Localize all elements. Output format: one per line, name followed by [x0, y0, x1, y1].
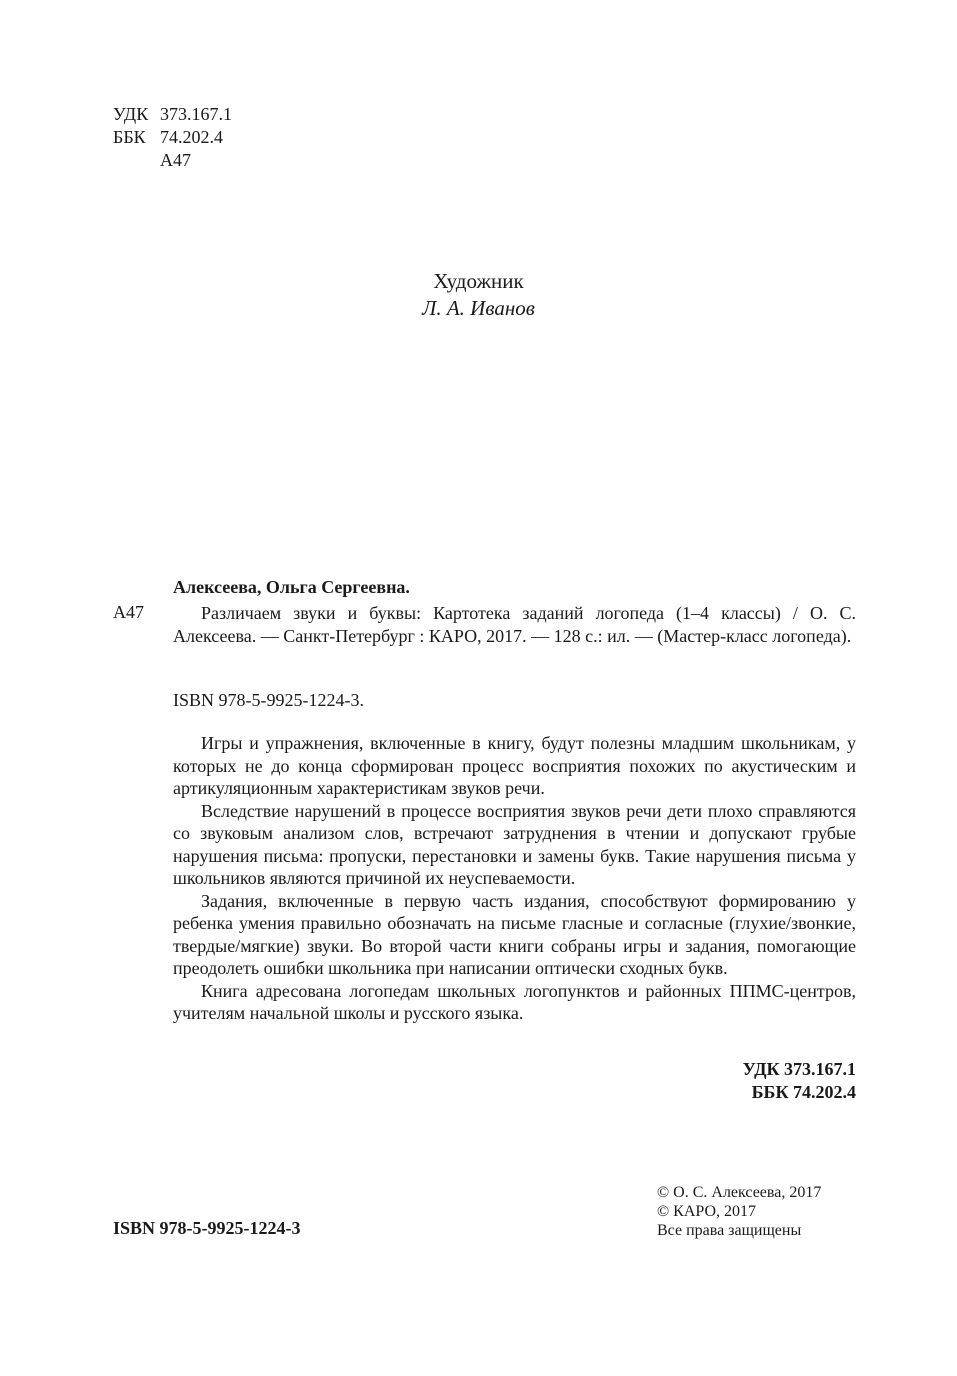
artist-name: Л. А. Иванов	[422, 296, 535, 320]
record-author: Алексеева, Ольга Сергеевна.	[173, 577, 410, 597]
rights-reserved: Все права защищены	[657, 1222, 802, 1239]
copyright-block	[657, 1183, 821, 1240]
abstract-paragraph: Книга адресована логопедам школьных логопунктов и районных ППМС-центров, учителям начальной школы и русского языка.	[173, 980, 856, 1023]
classification-block	[743, 1058, 856, 1104]
abstract-paragraph: Игры и упражнения, включенные в книгу, будут полезны младшим школьникам, у которых не до конца сформирован процесс восприятия похожих по акустическим и артикуляционным характеристикам звуков речи.	[173, 733, 856, 798]
copyright-author: © О. С. Алексеева, 2017	[657, 1184, 822, 1201]
bbk-value: 74.202.4	[160, 127, 223, 147]
abstract-paragraph: Вследствие нарушений в процессе восприятия звуков речи дети плохо справляются со звуковым анализом слов, встречают затруднения в чтении и допускают грубые нарушения письма: пропуски, перестановки и замены букв. Такие нарушения письма у школьников являются причиной их неуспеваемости.	[173, 800, 856, 888]
abstract	[173, 732, 856, 1025]
record-author-sign: А47	[113, 602, 144, 622]
bbk-label: ББК	[113, 127, 146, 147]
udk-value: 373.167.1	[160, 104, 232, 124]
udk-code: УДК 373.167.1	[742, 1059, 856, 1079]
artist-credit	[0, 268, 957, 322]
classification-codes	[113, 103, 232, 172]
bbk-code: ББК 74.202.4	[751, 1082, 856, 1102]
record-isbn: ISBN 978-5-9925-1224-3.	[173, 690, 364, 710]
abstract-paragraph: Задания, включенные в первую часть издания, способствуют формированию у ребенка умения правильно обозначать на письме гласные и согласные (глухие/звонкие, твердые/мягкие) звуки. Во второй части книги собраны игры и задания, помогающие преодолеть ошибки школьника при написании оптически сходных букв.	[173, 890, 856, 978]
udk-label: УДК	[113, 104, 149, 124]
record-description: Различаем звуки и буквы: Картотека заданий логопеда (1–4 классы) / О. С. Алексеева. — Санкт-Петербург : КАРО, 2017. — 128 с.: ил. — (Мастер-класс логопеда).	[173, 603, 856, 646]
footer-isbn: ISBN 978-5-9925-1224-3	[113, 1218, 301, 1238]
copyright-publisher: © КАРО, 2017	[657, 1203, 757, 1220]
author-sign-code: А47	[160, 150, 191, 170]
artist-title: Художник	[433, 269, 524, 293]
